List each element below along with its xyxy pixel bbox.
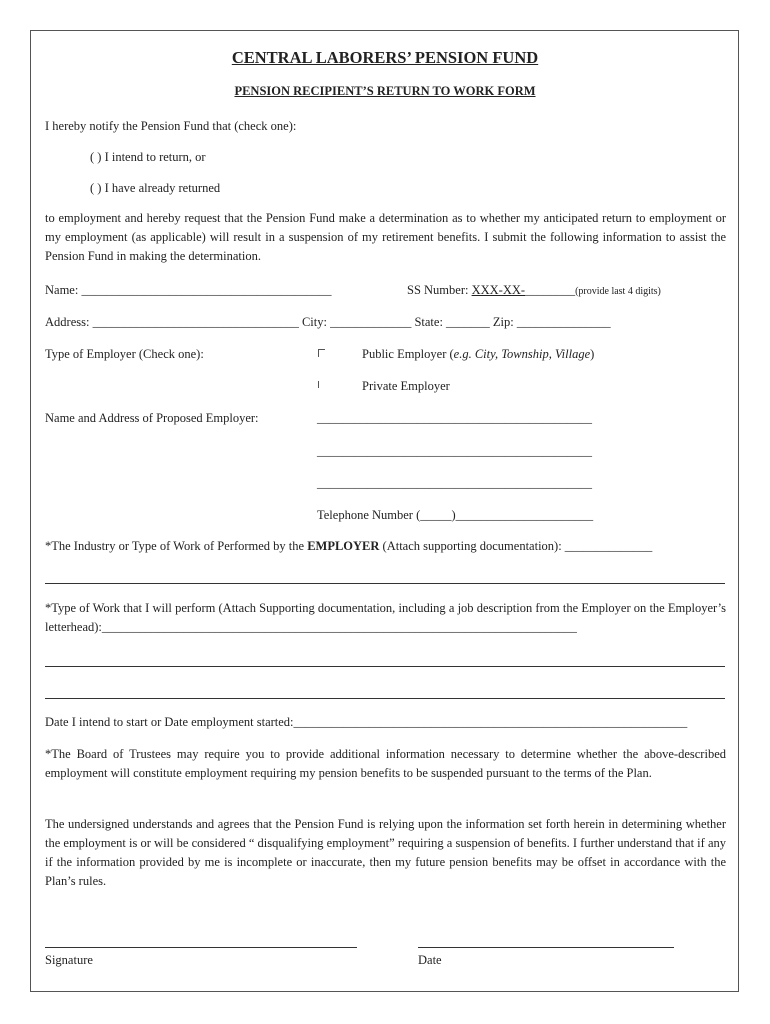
ss-blank: ________ xyxy=(525,283,576,297)
form-subtitle: PENSION RECIPIENT’S RETURN TO WORK FORM xyxy=(234,84,536,98)
industry-suffix: (Attach supporting documentation): ______________ xyxy=(379,539,653,553)
undersigned-note: The undersigned understands and agrees that the Pension Fund is relying upon the information set forth herein in determining whether the employment is or will be considered “ disqualifying employment” requiring a suspension of benefits. I further understand that if any if the information provided by me is incomplete or inaccurate, then my future pension benefits may be offset in accordance with the Plan’s rules. xyxy=(45,817,726,888)
public-employer-checkbox[interactable] xyxy=(318,349,325,357)
start-date-field[interactable]: Date I intend to start or Date employment started:_______________________________________________________________ xyxy=(45,715,688,729)
proposed-employer-line-3[interactable]: ____________________________________________ xyxy=(317,476,592,490)
work-type-blank-line-2[interactable] xyxy=(45,698,725,699)
request-paragraph: to employment and hereby request that the Pension Fund make a determination as to whether my anticipated return to employment or my employment (as applicable) will result in a suspension of my retirement benefits. I submit the following information to assist the Pension Fund in making the determination. xyxy=(45,211,726,263)
public-employer-option xyxy=(362,346,594,362)
ss-number-field[interactable] xyxy=(407,282,661,300)
name-field[interactable]: Name: ________________________________________ xyxy=(45,283,332,297)
board-note: *The Board of Trustees may require you to provide additional information necessary to determine whether the above-described employment will constitute employment requiring my pension benefits to be suspended pursuant to the terms of the Plan. xyxy=(45,747,726,780)
ss-note: (provide last 4 digits) xyxy=(575,286,661,297)
industry-prefix: *The Industry or Type of Work of Performed by the xyxy=(45,539,308,553)
work-type-field[interactable]: *Type of Work that I will perform (Attach Supporting documentation, including a job description from the Employer on the Employer’s letterhead):____________________________________________________________________________ xyxy=(45,601,726,634)
public-employer-label: Public Employer ( xyxy=(362,347,454,361)
employer-type-label: Type of Employer (Check one): xyxy=(45,347,204,361)
signature-label: Signature xyxy=(45,953,93,967)
address-city-state-zip-field[interactable]: Address: _________________________________ City: _____________ State: _______ Zip: _______________ xyxy=(45,315,611,329)
industry-blank-line[interactable] xyxy=(45,583,725,584)
private-employer-checkbox[interactable] xyxy=(318,381,325,388)
ss-label: SS Number: xyxy=(407,283,472,297)
form-title: CENTRAL LABORERS’ PENSION FUND xyxy=(231,48,539,67)
public-employer-close: ) xyxy=(590,347,595,361)
proposed-employer-line-1[interactable]: ____________________________________________ xyxy=(317,411,592,425)
signature-line[interactable] xyxy=(45,947,357,948)
date-label: Date xyxy=(418,953,442,967)
industry-employer-bold: EMPLOYER xyxy=(307,539,380,553)
ss-value: XXX-XX- xyxy=(471,283,526,297)
option-intend-return[interactable]: ( ) I intend to return, or xyxy=(90,150,206,164)
date-line[interactable] xyxy=(418,947,674,948)
proposed-employer-line-2[interactable]: ____________________________________________ xyxy=(317,444,592,458)
public-employer-examples: e.g. City, Township, Village xyxy=(453,347,591,361)
private-employer-label: Private Employer xyxy=(362,379,450,393)
option-already-returned[interactable]: ( ) I have already returned xyxy=(90,181,221,195)
telephone-field[interactable]: Telephone Number (_____)______________________ xyxy=(317,508,594,522)
notify-text: I hereby notify the Pension Fund that (check one): xyxy=(45,119,297,133)
work-type-blank-line-1[interactable] xyxy=(45,666,725,667)
proposed-employer-label: Name and Address of Proposed Employer: xyxy=(45,411,259,425)
industry-field[interactable] xyxy=(45,538,652,554)
